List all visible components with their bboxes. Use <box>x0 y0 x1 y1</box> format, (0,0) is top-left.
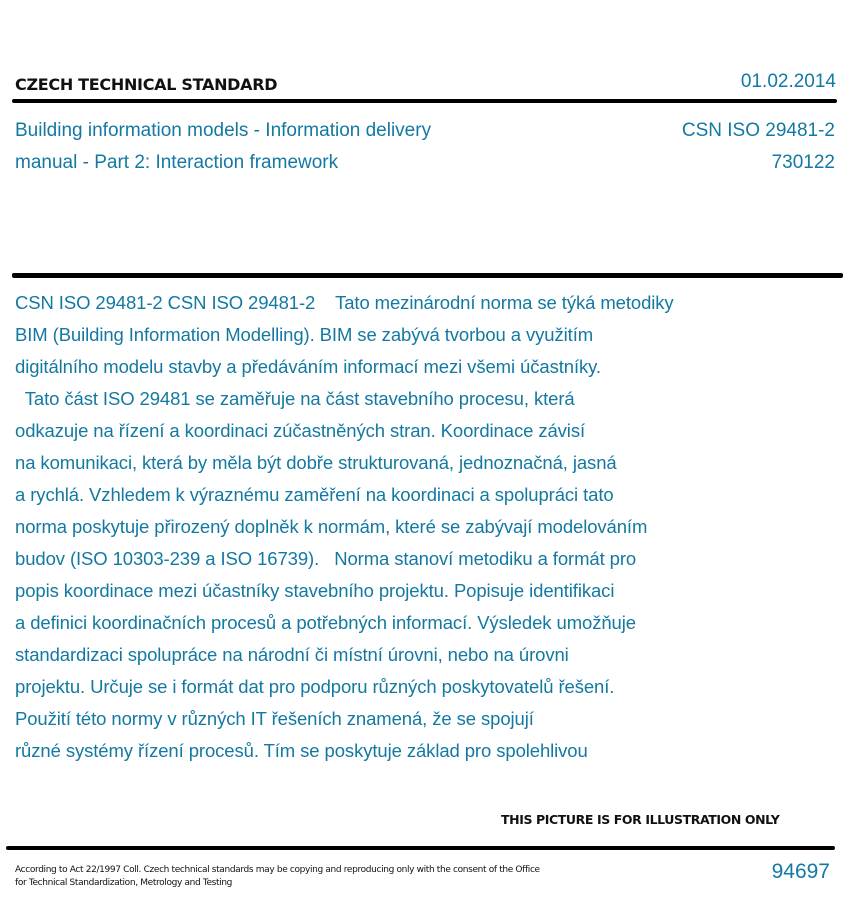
standard-title-line: manual - Part 2: Interaction framework <box>15 152 339 173</box>
description-line: Tato část ISO 29481 se zaměřuje na část stavebního procesu, která <box>15 388 575 409</box>
description-line: budov (ISO 10303-239 a ISO 16739). Norma stanoví metodiku a formát pro <box>15 548 637 569</box>
header-divider <box>12 99 837 103</box>
document-type-label: CZECH TECHNICAL STANDARD <box>15 75 278 94</box>
standard-description <box>15 287 855 767</box>
description-line: CSN ISO 29481-2 CSN ISO 29481-2 Tato mezinárodní norma se týká metodiky <box>15 292 674 313</box>
body-divider <box>12 273 843 278</box>
footer-divider <box>6 846 835 850</box>
description-line: projektu. Určuje se i formát dat pro podporu různých poskytovatelů řešení. <box>15 676 615 697</box>
legal-notice-line: for Technical Standardization, Metrology and Testing <box>15 878 233 888</box>
description-line: Použití této normy v různých IT řešeních znamená, že se spojují <box>15 708 534 729</box>
document-code: 94697 <box>771 860 830 883</box>
standard-number: CSN ISO 29481-2 <box>681 120 835 141</box>
standard-title-line: Building information models - Information delivery <box>15 120 432 141</box>
description-line: a definici koordinačních procesů a potřebných informací. Výsledek umožňuje <box>15 612 636 633</box>
description-line: na komunikaci, která by měla být dobře strukturovaná, jednoznačná, jasná <box>15 452 617 473</box>
description-line: odkazuje na řízení a koordinaci zúčastněných stran. Koordinace závisí <box>15 420 586 441</box>
publication-date: 01.02.2014 <box>740 71 836 92</box>
standard-codes <box>682 115 835 179</box>
description-line: standardizaci spolupráce na národní či místní úrovni, nebo na úrovni <box>15 644 569 665</box>
description-line: norma poskytuje přirozený doplněk k normám, které se zabývají modelováním <box>15 516 648 537</box>
legal-notice <box>15 864 615 890</box>
description-line: a rychlá. Vzhledem k výraznému zaměření na koordinaci a spolupráci tato <box>15 484 614 505</box>
description-line: popis koordinace mezi účastníky stavebního projektu. Popisuje identifikaci <box>15 580 615 601</box>
illustration-disclaimer: THIS PICTURE IS FOR ILLUSTRATION ONLY <box>501 812 780 827</box>
standard-title <box>15 115 535 179</box>
description-line: digitálního modelu stavby a předáváním informací mezi všemi účastníky. <box>15 356 601 377</box>
description-line: BIM (Building Information Modelling). BIM se zabývá tvorbou a využitím <box>15 324 594 345</box>
description-line: různé systémy řízení procesů. Tím se poskytuje základ pro spolehlivou <box>15 740 588 761</box>
classification-code: 730122 <box>771 152 835 173</box>
legal-notice-line: According to Act 22/1997 Coll. Czech technical standards may be copying and reproducing only with the consent of the Office <box>15 865 540 875</box>
